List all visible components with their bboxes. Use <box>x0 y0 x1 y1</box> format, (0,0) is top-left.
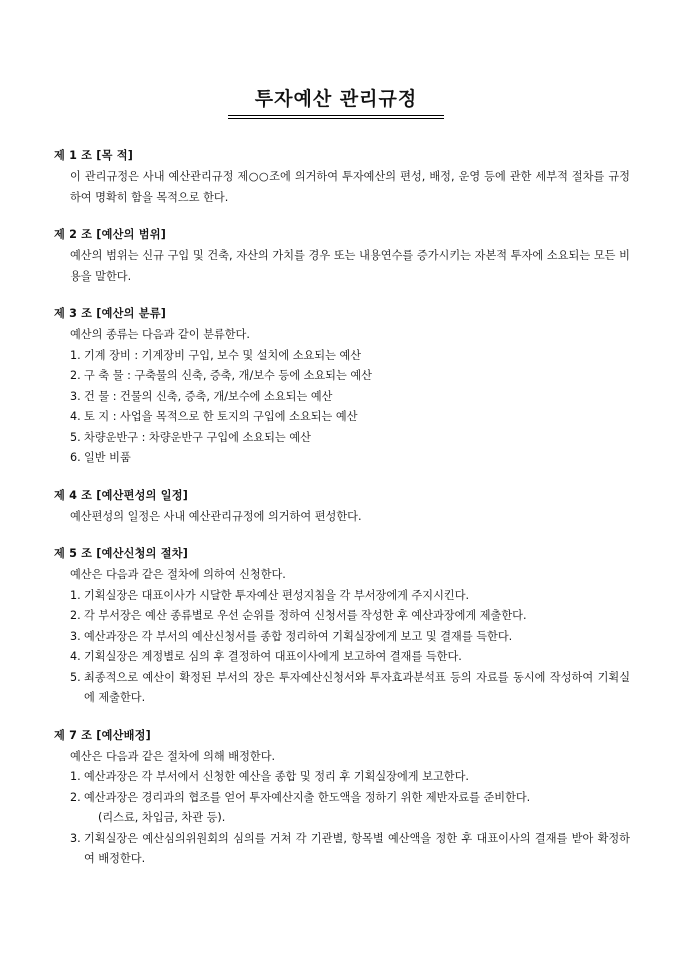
list-item <box>70 647 630 668</box>
article-item-list <box>54 346 630 469</box>
list-item-number: 2. <box>70 609 81 622</box>
list-item-number: 3. <box>70 629 81 643</box>
list-item <box>70 366 630 387</box>
list-item-text: 예산과장은 각 부서의 예산신청서를 종합 정리하여 기획실장에게 보고 및 결재를 득한다. <box>84 629 513 643</box>
list-item-number: 3. <box>70 831 81 845</box>
list-item-text: 건 물 : 건물의 신축, 증축, 개/보수에 소요되는 예산 <box>84 389 333 403</box>
article-heading: 제 2 조 [예산의 범위] <box>54 228 167 241</box>
list-item-number: 4. <box>70 410 81 423</box>
article-section <box>54 726 630 870</box>
list-item-number: 2. <box>70 369 81 382</box>
list-item-text: 일반 비품 <box>84 451 131 464</box>
list-item-text: 기획실장은 예산심의위원회의 심의를 거쳐 각 기관별, 항목별 예산액을 정한 후 대표이사의 결재를 받아 확정하여 배정한다. <box>84 831 630 865</box>
article-item-list <box>54 586 630 709</box>
article-intro: 예산의 종류는 다음과 같이 분류한다. <box>70 328 250 341</box>
list-item <box>70 448 630 469</box>
list-item-text: 최종적으로 예산이 확정된 부서의 장은 투자예산신청서와 투자효과분석표 등의 자료를 동시에 작성하여 기획실에 제출한다. <box>84 670 630 704</box>
list-item <box>70 788 630 829</box>
article-intro: 이 관리규정은 사내 예산관리규정 제○○조에 의거하여 투자예산의 편성, 배정, 운영 등에 관한 세부적 절차를 규정하여 명확히 함을 목적으로 한다. <box>70 170 630 204</box>
article-intro: 예산의 범위는 신규 구입 및 건축, 자산의 가치를 경우 또는 내용연수를 증가시키는 자본적 투자에 소요되는 모든 비용을 말한다. <box>70 249 630 283</box>
article-intro: 예산은 다음과 같은 절차에 의하여 신청한다. <box>70 568 286 581</box>
list-item-text: 토 지 : 사업을 목적으로 한 토지의 구입에 소요되는 예산 <box>84 410 358 423</box>
list-item-text: 예산과장은 각 부서에서 신청한 예산을 종합 및 정리 후 기획실장에게 보고한다. <box>84 770 469 783</box>
list-item-number: 5. <box>70 430 81 444</box>
list-item <box>70 606 630 627</box>
list-item <box>70 829 630 870</box>
article-section <box>54 544 630 709</box>
list-item-text: 예산과장은 경리과의 협조를 얻어 투자예산지출 한도액을 정하기 위한 제반자료를 준비한다. <box>84 790 531 804</box>
article-intro: 예산은 다음과 같은 절차에 의해 배정한다. <box>70 749 276 763</box>
list-item <box>70 407 630 428</box>
document-body <box>54 146 630 887</box>
article-intro: 예산편성의 일정은 사내 예산관리규정에 의거하여 편성한다. <box>70 509 362 523</box>
list-item-text: 기획실장은 계정별로 심의 후 결정하여 대표이사에게 보고하여 결재를 득한다. <box>84 650 462 663</box>
article-heading: 제 5 조 [예산신청의 절차] <box>54 547 189 560</box>
article-heading: 제 4 조 [예산편성의 일정] <box>54 488 189 502</box>
list-item-number: 2. <box>70 790 81 804</box>
list-item-number: 1. <box>70 588 81 602</box>
article-section <box>54 486 630 528</box>
list-item <box>70 387 630 408</box>
list-item-number: 1. <box>70 348 81 362</box>
list-item <box>70 346 630 367</box>
list-item <box>70 586 630 607</box>
list-item-number: 6. <box>70 451 81 464</box>
title-double-underline <box>228 115 444 119</box>
article-section <box>54 225 630 287</box>
list-item-number: 1. <box>70 770 81 783</box>
list-item-text: 기계 장비 : 기계장비 구입, 보수 및 설치에 소요되는 예산 <box>84 348 362 362</box>
title-block <box>228 86 444 119</box>
list-item-text: 차량운반구 : 차량운반구 구입에 소요되는 예산 <box>84 430 311 444</box>
list-item-number: 5. <box>70 670 81 684</box>
list-item <box>70 428 630 449</box>
article-section <box>54 304 630 469</box>
list-item <box>70 767 630 788</box>
article-heading: 제 1 조 [목 적] <box>54 149 134 162</box>
list-item <box>70 627 630 648</box>
list-item-text: 기획실장은 대표이사가 시달한 투자예산 편성지침을 각 부서장에게 주지시킨다. <box>84 588 470 602</box>
list-item <box>70 668 630 709</box>
article-section <box>54 146 630 208</box>
document-title: 투자예산 관리규정 <box>254 88 418 110</box>
article-heading: 제 7 조 [예산배정] <box>54 728 151 742</box>
article-item-list <box>54 767 630 870</box>
list-item-subnote: (리스료, 차입금, 차관 등). <box>98 811 226 824</box>
list-item-number: 4. <box>70 650 81 663</box>
article-heading: 제 3 조 [예산의 분류] <box>54 307 167 320</box>
list-item-text: 구 축 물 : 구축물의 신축, 증축, 개/보수 등에 소요되는 예산 <box>84 369 372 382</box>
list-item-number: 3. <box>70 389 81 403</box>
list-item-text: 각 부서장은 예산 종류별로 우선 순위를 정하여 신청서를 작성한 후 예산과장에게 제출한다. <box>84 609 527 622</box>
